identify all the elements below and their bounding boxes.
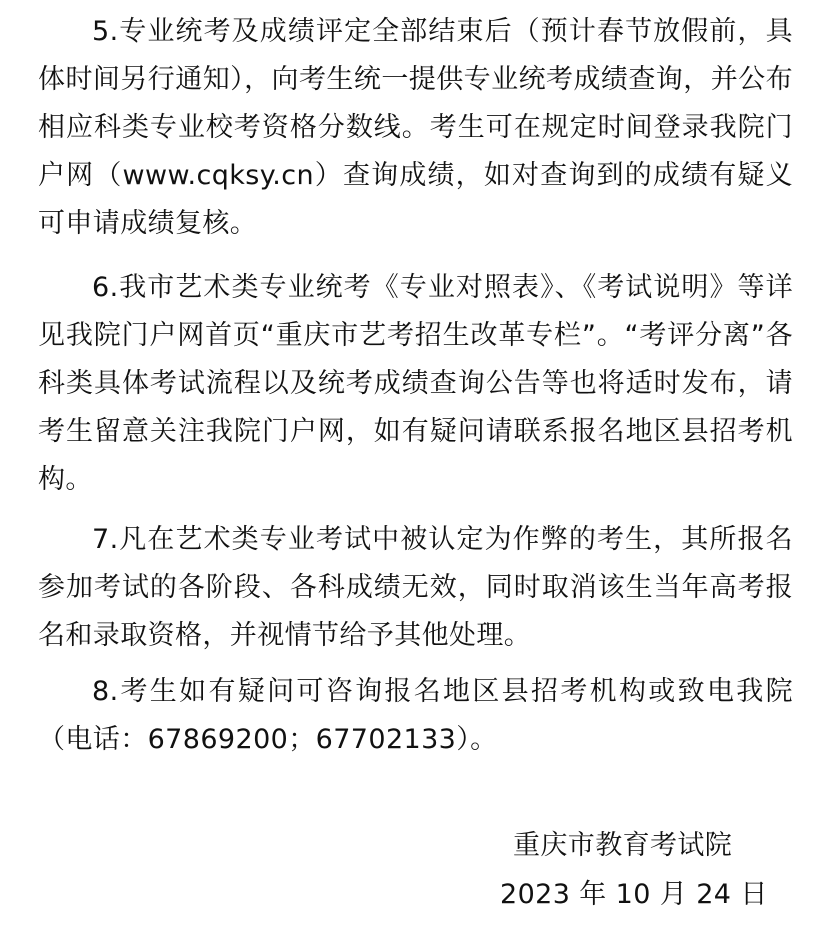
paragraph-item-6: 6.我市艺术类专业统考《专业对照表》、《考试说明》等详见我院门户网首页“重庆市艺考招生改革专栏”。“考评分离”各科类具体考试流程以及统考成绩查询公告等也将适时发布，请考生留意关注我院门户网，如有疑问请联系报名地区县招考机构。 <box>38 272 793 495</box>
paragraph-item-7: 7.凡在艺术类专业考试中被认定为作弊的考生，其所报名参加考试的各阶段、各科成绩无效，同时取消该生当年高考报名和录取资格，并视情节给予其他处理。 <box>38 524 793 651</box>
paragraph-item-5: 5.专业统考及成绩评定全部结束后（预计春节放假前，具体时间另行通知），向考生统一提供专业统考成绩查询，并公布相应科类专业校考资格分数线。考生可在规定时间登录我院门户网（www.cqksy.cn）查询成绩，如对查询到的成绩有疑义可申请成绩复核。 <box>38 16 793 239</box>
paragraph-item-8: 8.考生如有疑问可咨询报名地区县招考机构或致电我院（电话：67869200；67702133）。 <box>38 676 793 755</box>
issue-date: 2023 年 10 月 24 日 <box>500 879 768 910</box>
issuer-signature: 重庆市教育考试院 <box>513 830 733 861</box>
